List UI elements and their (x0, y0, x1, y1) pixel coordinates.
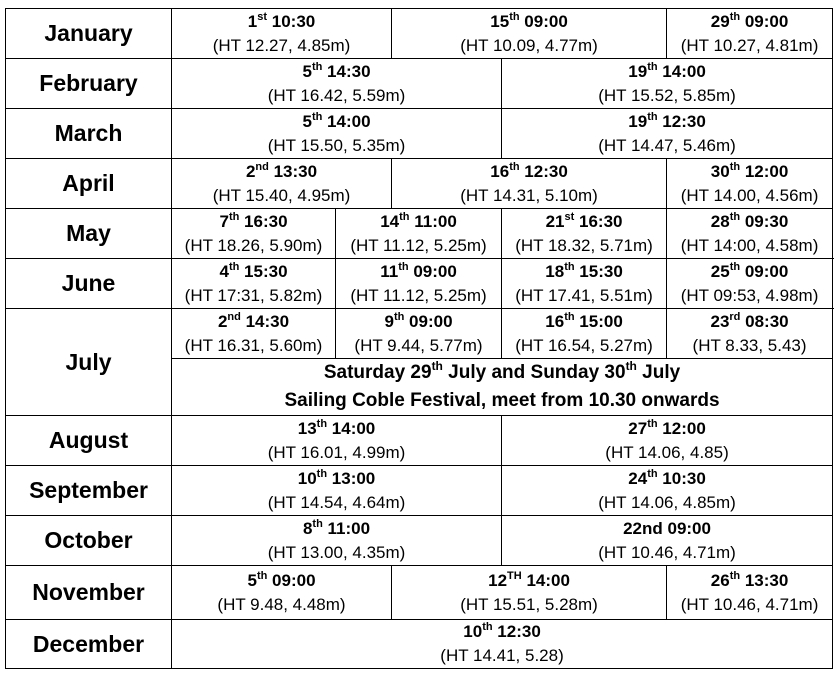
month-label: August (6, 416, 172, 466)
session-date: 8th 11:00 (302, 517, 371, 538)
session-date: 9th 09:00 (384, 310, 453, 331)
session-cell (172, 159, 392, 209)
session-date: 21st 16:30 (545, 210, 623, 231)
high-tide: (HT 16.42, 5.59m) (267, 85, 406, 105)
session-cell (336, 209, 502, 259)
high-tide: (HT 14.31, 5.10m) (460, 185, 598, 205)
high-tide: (HT 16.31, 5.60m) (184, 335, 323, 355)
month-row (6, 259, 833, 309)
session-date: 5th 09:00 (247, 569, 316, 590)
high-tide: (HT 15.52, 5.85m) (598, 85, 736, 105)
session-cell (667, 209, 833, 259)
session-date: 26th 13:30 (710, 569, 789, 590)
session-date: 24th 10:30 (628, 467, 706, 488)
high-tide: (HT 18.32, 5.71m) (515, 235, 653, 255)
session-cell (172, 416, 502, 466)
session-date: 16th 15:00 (545, 310, 623, 331)
session-date: 1st 10:30 (247, 10, 316, 31)
high-tide: (HT 9.44, 5.77m) (354, 335, 483, 355)
high-tide: (HT 09:53, 4.98m) (680, 285, 819, 305)
high-tide: (HT 10.46, 4.71m) (680, 594, 819, 614)
session-date: 14th 11:00 (380, 210, 457, 231)
session-date: 11th 09:00 (380, 260, 457, 281)
session-date: 29th 09:00 (710, 10, 789, 31)
session-cell (392, 566, 667, 620)
session-date: 18th 15:30 (545, 260, 623, 281)
session-cell (172, 9, 392, 59)
high-tide: (HT 13.00, 4.35m) (267, 542, 406, 562)
session-cell (502, 309, 667, 359)
festival-event-cell (172, 359, 833, 416)
month-row (6, 466, 833, 516)
session-date: 10th 12:30 (463, 621, 541, 641)
session-date: 10th 13:00 (297, 467, 376, 488)
month-row (6, 416, 833, 466)
high-tide: (HT 8.33, 5.43) (692, 335, 807, 355)
month-row (6, 209, 833, 259)
high-tide: (HT 18.26, 5.90m) (184, 235, 323, 255)
session-date: 28th 09:30 (710, 210, 789, 231)
session-cell (336, 309, 502, 359)
month-label: February (6, 59, 172, 109)
session-cell (172, 59, 502, 109)
session-cell (172, 620, 833, 669)
session-date: 19th 12:30 (628, 110, 706, 131)
high-tide: (HT 12.27, 4.85m) (212, 35, 351, 55)
session-cell (502, 416, 833, 466)
session-date: 23rd 08:30 (710, 310, 789, 331)
session-date: 5th 14:30 (302, 60, 371, 81)
month-label: November (6, 566, 172, 620)
high-tide: (HT 14.06, 4.85) (605, 442, 729, 462)
session-cell (172, 566, 392, 620)
month-label: December (6, 620, 172, 669)
high-tide: (HT 15.50, 5.35m) (267, 135, 406, 155)
session-date: 13th 14:00 (297, 417, 376, 438)
session-date: 16th 12:30 (490, 160, 568, 181)
high-tide: (HT 11.12, 5.25m) (350, 285, 487, 305)
session-cell (172, 309, 336, 359)
session-cell (172, 466, 502, 516)
high-tide: (HT 14.41, 5.28) (440, 646, 564, 665)
high-tide: (HT 14.47, 5.46m) (598, 135, 736, 155)
month-label: May (6, 209, 172, 259)
session-date: 27th 12:00 (628, 417, 706, 438)
session-date: 15th 09:00 (490, 10, 568, 31)
month-row (6, 59, 833, 109)
month-row (6, 9, 833, 59)
session-date: 30th 12:00 (710, 160, 789, 181)
month-row (6, 566, 833, 620)
high-tide: (HT 15.40, 4.95m) (212, 185, 351, 205)
month-label: September (6, 466, 172, 516)
session-date: 7th 16:30 (219, 210, 288, 231)
month-label: June (6, 259, 172, 309)
session-date: 2nd 13:30 (245, 160, 318, 181)
month-label: July (6, 309, 172, 416)
high-tide: (HT 10.09, 4.77m) (460, 35, 598, 55)
session-cell (667, 9, 833, 59)
session-date: 2nd 14:30 (217, 310, 290, 331)
session-cell (172, 109, 502, 159)
session-cell (667, 159, 833, 209)
session-cell (392, 159, 667, 209)
session-date: 5th 14:00 (302, 110, 371, 131)
month-row (6, 516, 833, 566)
session-cell (667, 566, 833, 620)
high-tide: (HT 10.27, 4.81m) (680, 35, 819, 55)
session-date: 4th 15:30 (219, 260, 288, 281)
session-cell (172, 209, 336, 259)
session-cell (502, 259, 667, 309)
month-label: March (6, 109, 172, 159)
session-cell (502, 209, 667, 259)
session-cell (502, 59, 833, 109)
month-label: April (6, 159, 172, 209)
session-date: 25th 09:00 (710, 260, 789, 281)
session-cell (502, 466, 833, 516)
session-cell (172, 259, 336, 309)
high-tide: (HT 16.54, 5.27m) (515, 335, 653, 355)
session-cell (392, 9, 667, 59)
high-tide: (HT 9.48, 4.48m) (217, 594, 346, 614)
high-tide: (HT 16.01, 4.99m) (267, 442, 406, 462)
session-cell (502, 109, 833, 159)
tide-schedule-table (5, 8, 833, 669)
month-row (6, 109, 833, 159)
high-tide: (HT 14:00, 4.58m) (680, 235, 819, 255)
session-cell (502, 516, 833, 566)
event-dates: Saturday 29th July and Sunday 30th July (323, 359, 681, 383)
high-tide: (HT 17.41, 5.51m) (515, 285, 653, 305)
session-date: 12TH 14:00 (488, 569, 570, 590)
session-cell (667, 309, 833, 359)
high-tide: (HT 17:31, 5.82m) (184, 285, 323, 305)
high-tide: (HT 14.06, 4.85m) (598, 492, 736, 512)
high-tide: (HT 11.12, 5.25m) (350, 235, 487, 255)
event-description: Sailing Coble Festival, meet from 10.30 onwards (284, 390, 720, 411)
high-tide: (HT 15.51, 5.28m) (460, 594, 598, 614)
session-cell (172, 516, 502, 566)
high-tide: (HT 14.54, 4.64m) (267, 492, 406, 512)
high-tide: (HT 10.46, 4.71m) (598, 542, 736, 562)
month-row (6, 159, 833, 209)
session-date: 22nd 09:00 (623, 518, 711, 538)
month-row (6, 309, 833, 359)
month-label: October (6, 516, 172, 566)
session-cell (336, 259, 502, 309)
session-date: 19th 14:00 (628, 60, 706, 81)
high-tide: (HT 14.00, 4.56m) (680, 185, 819, 205)
month-row (6, 620, 833, 669)
month-label: January (6, 9, 172, 59)
session-cell (667, 259, 833, 309)
